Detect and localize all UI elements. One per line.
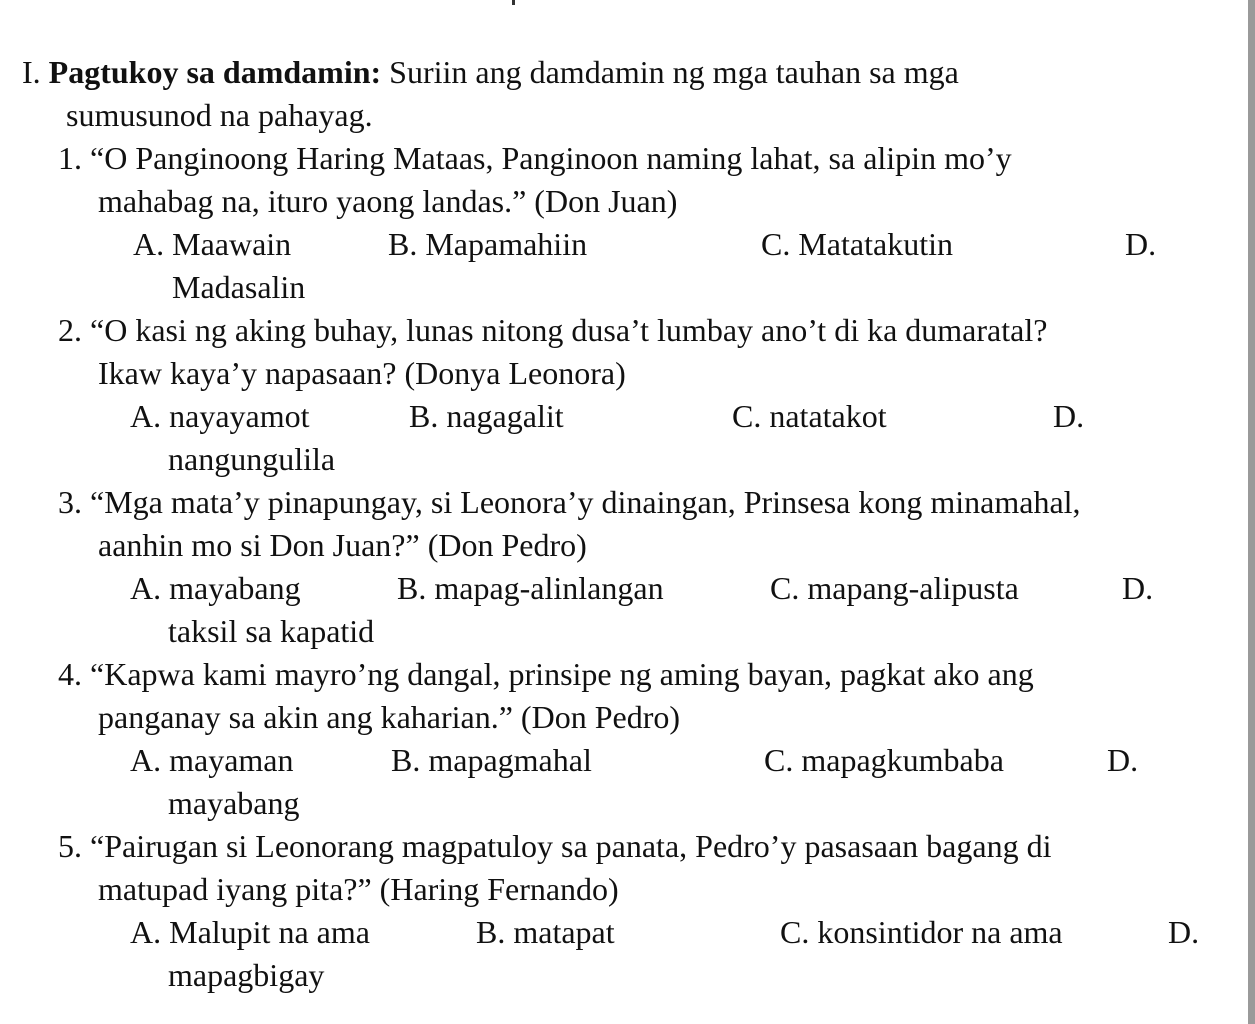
question-3-text-cont: aanhin mo si Don Juan?” (Don Pedro) (98, 527, 587, 563)
question-4-option-a: A. mayaman (130, 742, 294, 778)
question-5-text: 5. “Pairugan si Leonorang magpatuloy sa panata, Pedro’y pasasaan bagang di (58, 828, 1052, 864)
question-5-option-a: A. Malupit na ama (130, 914, 370, 950)
section-instruction: Suriin ang damdamin ng mga tauhan sa mga (389, 54, 959, 90)
question-3-option-c: C. mapang-alipusta (770, 570, 1019, 606)
question-3-text: 3. “Mga mata’y pinapungay, si Leonora’y dinaingan, Prinsesa kong minamahal, (58, 484, 1081, 520)
question-2-text-cont: Ikaw kaya’y napasaan? (Donya Leonora) (98, 355, 626, 391)
question-4-option-b: B. mapagmahal (391, 742, 592, 778)
question-1-option-c: C. Matatakutin (761, 226, 953, 262)
section-title: Pagtukoy sa damdamin: (48, 54, 382, 90)
question-1-option-d-text: Madasalin (172, 269, 306, 305)
question-1-option-b: B. Mapamahiin (388, 226, 588, 262)
question-2-text: 2. “O kasi ng aking buhay, lunas nitong dusa’t lumbay ano’t di ka dumaratal? (58, 312, 1048, 348)
section-number: I. (22, 54, 41, 90)
question-4-text: 4. “Kapwa kami mayro’ng dangal, prinsipe ng aming bayan, pagkat ako ang (58, 656, 1034, 692)
question-2-option-c: C. natatakot (732, 398, 887, 434)
question-4-option-c: C. mapagkumbaba (764, 742, 1004, 778)
section-heading (22, 52, 959, 92)
question-5-option-b: B. matapat (476, 914, 615, 950)
question-1-option-a: A. Maawain (133, 226, 292, 262)
question-2-option-d: D. (1053, 398, 1085, 434)
question-4-text-cont: panganay sa akin ang kaharian.” (Don Pedro) (98, 699, 680, 735)
question-3-option-b: B. mapag-alinlangan (397, 570, 664, 606)
question-4-option-d-text: mayabang (168, 785, 300, 821)
question-3-option-d: D. (1122, 570, 1154, 606)
question-5-option-d: D. (1168, 914, 1200, 950)
question-5-text-cont: matupad iyang pita?” (Haring Fernando) (98, 871, 619, 907)
top-mark (512, 0, 515, 5)
right-border (1248, 0, 1255, 1024)
question-2-option-b: B. nagagalit (409, 398, 564, 434)
question-4-option-d: D. (1107, 742, 1139, 778)
question-5-option-c: C. konsintidor na ama (780, 914, 1063, 950)
question-1-text-cont: mahabag na, ituro yaong landas.” (Don Juan) (98, 183, 678, 219)
section-instruction-cont: sumusunod na pahayag. (66, 97, 373, 133)
question-2-option-d-text: nangungulila (168, 441, 336, 477)
question-1-text: 1. “O Panginoong Haring Mataas, Panginoon naming lahat, sa alipin mo’y (58, 140, 1012, 176)
question-3-option-d-text: taksil sa kapatid (168, 613, 375, 649)
question-3-option-a: A. mayabang (130, 570, 301, 606)
question-2-option-a: A. nayayamot (130, 398, 310, 434)
question-1-option-d: D. (1125, 226, 1157, 262)
question-5-option-d-text: mapagbigay (168, 957, 325, 993)
